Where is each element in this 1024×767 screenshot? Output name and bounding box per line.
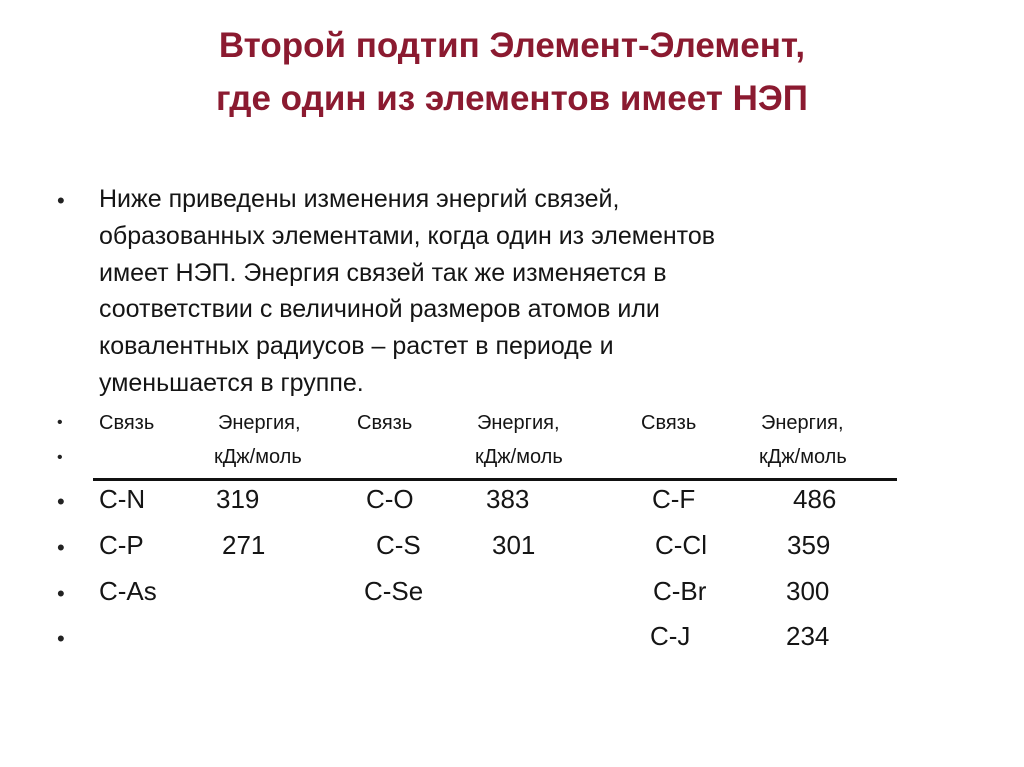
row-2-bond-1: С-Р xyxy=(99,530,144,560)
intro-line-1: Ниже приведены изменения энергий связей, xyxy=(99,185,620,213)
row-1-energy-3: 486 xyxy=(793,484,837,514)
header-underline xyxy=(93,478,897,481)
row-3-bond-2: С-Se xyxy=(364,576,424,606)
row-2-bond-3: С-Cl xyxy=(655,530,707,560)
slide-title-line-2: где один из элементов имеет НЭП xyxy=(216,79,808,118)
header-unit-1: кДж/моль xyxy=(214,446,302,468)
row-4-energy-3: 234 xyxy=(786,621,830,651)
row-2-bond-2: С-S xyxy=(376,530,421,560)
header-energy-1: Энергия, xyxy=(218,412,301,434)
intro-line-5: ковалентных радиусов – растет в периоде и xyxy=(99,332,614,361)
row-3-bond-1: С-As xyxy=(99,576,157,606)
row-3-energy-3: 300 xyxy=(786,576,830,606)
row-3-bond-3: С-Br xyxy=(653,576,707,606)
intro-paragraph xyxy=(99,181,979,402)
header-energy-2: Энергия, xyxy=(477,412,560,434)
bullet-row-3: • xyxy=(57,581,65,606)
row-1-energy-2: 383 xyxy=(486,484,530,514)
bullet-header-1: • xyxy=(57,414,63,431)
bullet-row-2: • xyxy=(57,535,65,560)
header-unit-2: кДж/моль xyxy=(475,446,563,468)
bullet-row-4: • xyxy=(57,626,65,651)
intro-line-3: имеет НЭП. Энергия связей так же изменяется в xyxy=(99,258,667,287)
row-1-bond-2: С-О xyxy=(366,484,414,514)
row-1-bond-3: С-F xyxy=(652,484,696,514)
header-bond-1: Связь xyxy=(99,412,155,434)
header-unit-3: кДж/моль xyxy=(759,446,847,468)
header-bond-3: Связь xyxy=(641,412,697,434)
bullet-row-1: • xyxy=(57,489,65,514)
row-2-energy-2: 301 xyxy=(492,530,536,560)
row-2-energy-1: 271 xyxy=(222,530,266,560)
header-bond-2: Связь xyxy=(357,412,413,434)
row-1-energy-1: 319 xyxy=(216,484,260,514)
intro-line-2: образованных элементами, когда один из элементов xyxy=(99,221,716,250)
intro-line-4: соответствии с величиной размеров атомов или xyxy=(99,295,660,324)
row-2-energy-3: 359 xyxy=(787,530,831,560)
slide-title xyxy=(0,19,1024,125)
bullet-intro: • xyxy=(57,188,65,213)
slide-title-line-1: Второй подтип Элемент-Элемент, xyxy=(218,26,806,65)
row-4-bond-3: С-J xyxy=(650,621,691,651)
intro-line-6: уменьшается в группе. xyxy=(99,368,364,397)
bullet-header-2: • xyxy=(57,449,63,466)
header-energy-3: Энергия, xyxy=(761,412,844,434)
row-1-bond-1: С-N xyxy=(99,484,146,514)
